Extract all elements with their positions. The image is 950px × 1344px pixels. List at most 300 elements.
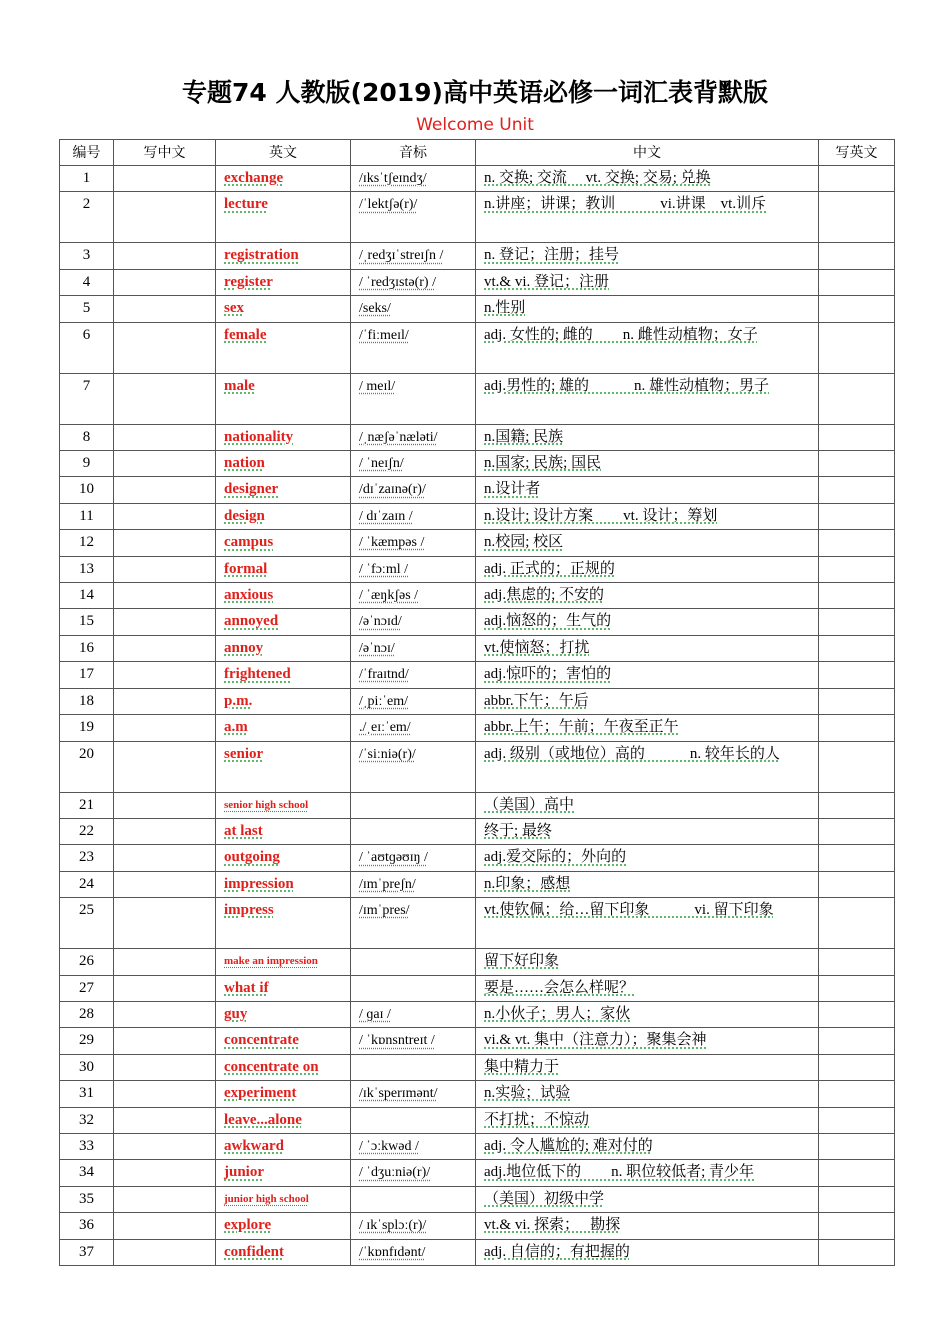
phonetic-text: / ˈaʊtɡəʊɪŋ / xyxy=(359,850,428,866)
table-row xyxy=(60,1001,895,1027)
write-english-cell[interactable] xyxy=(819,192,895,243)
write-english-cell[interactable] xyxy=(819,1081,895,1107)
write-english-cell[interactable] xyxy=(819,1186,895,1212)
chinese-meaning-text: abbr.上午；午前；午夜至正午 xyxy=(484,719,679,736)
write-english-cell[interactable] xyxy=(819,166,895,192)
table-row xyxy=(60,451,895,477)
phonetic-text: / ˈfɔːml / xyxy=(359,561,408,577)
table-row xyxy=(60,1107,895,1133)
chinese-meaning-text: adj.焦虑的; 不安的 xyxy=(484,587,604,604)
phonetic xyxy=(351,1107,476,1133)
write-chinese-cell[interactable] xyxy=(114,1028,216,1054)
chinese-meaning-text: abbr.下午；午后 xyxy=(484,692,589,709)
english-word-text: impress xyxy=(224,902,274,919)
chinese-meaning xyxy=(476,166,819,192)
chinese-meaning xyxy=(476,818,819,844)
write-english-cell[interactable] xyxy=(819,530,895,556)
table-row xyxy=(60,556,895,582)
phonetic-text: /ˈsiːniə(r)/ xyxy=(359,746,416,762)
table-row xyxy=(60,741,895,792)
english-word xyxy=(216,635,351,661)
english-word xyxy=(216,530,351,556)
phonetic xyxy=(351,192,476,243)
chinese-meaning xyxy=(476,949,819,975)
english-word xyxy=(216,609,351,635)
chinese-meaning-text: adj.男性的; 雄的 n. 雄性动植物；男子 xyxy=(484,377,769,394)
chinese-meaning xyxy=(476,688,819,714)
write-english-cell[interactable] xyxy=(819,871,895,897)
row-number: 14 xyxy=(60,583,114,609)
row-number: 32 xyxy=(60,1107,114,1133)
english-word xyxy=(216,503,351,529)
phonetic xyxy=(351,609,476,635)
chinese-meaning-text: n.印象；感想 xyxy=(484,875,571,892)
row-number: 25 xyxy=(60,898,114,949)
english-word xyxy=(216,424,351,450)
row-number: 6 xyxy=(60,322,114,373)
english-word-text: registration xyxy=(224,247,299,264)
english-word-text: senior high school xyxy=(224,798,309,811)
chinese-meaning xyxy=(476,296,819,322)
chinese-meaning-text: adj.爱交际的；外向的 xyxy=(484,849,627,866)
table-row xyxy=(60,373,895,424)
english-word-text: annoy xyxy=(224,639,264,656)
table-row xyxy=(60,1186,895,1212)
row-number: 31 xyxy=(60,1081,114,1107)
english-word-text: confident xyxy=(224,1243,284,1260)
table-row xyxy=(60,688,895,714)
table-row xyxy=(60,1213,895,1239)
write-chinese-cell[interactable] xyxy=(114,424,216,450)
write-chinese-cell[interactable] xyxy=(114,715,216,741)
write-chinese-cell[interactable] xyxy=(114,1107,216,1133)
vocabulary-table xyxy=(59,139,895,1266)
row-number: 5 xyxy=(60,296,114,322)
write-english-cell[interactable] xyxy=(819,949,895,975)
english-word-text: campus xyxy=(224,534,274,551)
english-word-text: junior xyxy=(224,1164,265,1181)
english-word xyxy=(216,373,351,424)
write-english-cell[interactable] xyxy=(819,898,895,949)
chinese-meaning xyxy=(476,583,819,609)
english-word xyxy=(216,477,351,503)
table-row xyxy=(60,1133,895,1159)
table-row xyxy=(60,898,895,949)
row-number: 13 xyxy=(60,556,114,582)
phonetic xyxy=(351,296,476,322)
english-word xyxy=(216,556,351,582)
header-chinese: 中文 xyxy=(476,140,819,166)
chinese-meaning-text: adj. 女性的; 雌的 n. 雌性动植物；女子 xyxy=(484,326,758,343)
english-word xyxy=(216,1081,351,1107)
chinese-meaning-text: n.性别 xyxy=(484,300,526,317)
phonetic-text: /seks/ xyxy=(359,301,391,317)
english-word xyxy=(216,1001,351,1027)
english-word-text: lecture xyxy=(224,196,268,213)
row-number: 27 xyxy=(60,975,114,1001)
write-chinese-cell[interactable] xyxy=(114,688,216,714)
chinese-meaning-text: （美国）高中 xyxy=(484,796,575,813)
english-word-text: design xyxy=(224,507,265,524)
table-row xyxy=(60,243,895,269)
phonetic xyxy=(351,871,476,897)
write-chinese-cell[interactable] xyxy=(114,1133,216,1159)
phonetic xyxy=(351,715,476,741)
chinese-meaning xyxy=(476,530,819,556)
write-chinese-cell[interactable] xyxy=(114,741,216,792)
write-english-cell[interactable] xyxy=(819,556,895,582)
write-english-cell[interactable] xyxy=(819,296,895,322)
phonetic xyxy=(351,1213,476,1239)
write-chinese-cell[interactable] xyxy=(114,949,216,975)
phonetic-text: /ˈfraɪtnd/ xyxy=(359,667,409,683)
write-chinese-cell[interactable] xyxy=(114,871,216,897)
english-word xyxy=(216,688,351,714)
phonetic xyxy=(351,741,476,792)
chinese-meaning xyxy=(476,322,819,373)
table-row xyxy=(60,166,895,192)
chinese-meaning xyxy=(476,373,819,424)
write-english-cell[interactable] xyxy=(819,818,895,844)
row-number: 24 xyxy=(60,871,114,897)
header-english: 英文 xyxy=(216,140,351,166)
chinese-meaning-text: adj. 级别（或地位）高的 n. 较年长的人 xyxy=(484,745,780,762)
phonetic xyxy=(351,975,476,1001)
english-word xyxy=(216,741,351,792)
phonetic-text: / dɪˈzaɪn / xyxy=(359,508,413,524)
write-chinese-cell[interactable] xyxy=(114,269,216,295)
write-english-cell[interactable] xyxy=(819,1239,895,1265)
row-number: 28 xyxy=(60,1001,114,1027)
row-number: 33 xyxy=(60,1133,114,1159)
row-number: 7 xyxy=(60,373,114,424)
write-english-cell[interactable] xyxy=(819,1054,895,1080)
table-row xyxy=(60,635,895,661)
phonetic-text: / ˈneɪʃn/ xyxy=(359,456,404,472)
phonetic-text: /ˌpiːˈem/ xyxy=(359,693,408,709)
english-word xyxy=(216,269,351,295)
chinese-meaning-text: 终于; 最终 xyxy=(484,822,552,839)
write-english-cell[interactable] xyxy=(819,1160,895,1186)
english-word-text: nationality xyxy=(224,428,294,445)
row-number: 4 xyxy=(60,269,114,295)
chinese-meaning-text: n.国家; 民族; 国民 xyxy=(484,455,602,472)
english-word xyxy=(216,871,351,897)
phonetic xyxy=(351,583,476,609)
row-number: 3 xyxy=(60,243,114,269)
row-number: 15 xyxy=(60,609,114,635)
table-row xyxy=(60,1028,895,1054)
phonetic-text: /ɪmˈpreʃn/ xyxy=(359,876,416,892)
phonetic xyxy=(351,1239,476,1265)
chinese-meaning-text: adj. 令人尴尬的; 难对付的 xyxy=(484,1137,653,1154)
write-chinese-cell[interactable] xyxy=(114,1160,216,1186)
write-chinese-cell[interactable] xyxy=(114,845,216,871)
write-chinese-cell[interactable] xyxy=(114,898,216,949)
write-chinese-cell[interactable] xyxy=(114,243,216,269)
english-word xyxy=(216,166,351,192)
table-row xyxy=(60,322,895,373)
write-chinese-cell[interactable] xyxy=(114,503,216,529)
chinese-meaning xyxy=(476,1160,819,1186)
chinese-meaning xyxy=(476,845,819,871)
chinese-meaning xyxy=(476,192,819,243)
write-chinese-cell[interactable] xyxy=(114,530,216,556)
phonetic xyxy=(351,898,476,949)
english-word xyxy=(216,1107,351,1133)
row-number: 10 xyxy=(60,477,114,503)
english-word-text: annoyed xyxy=(224,613,279,630)
english-word-text: guy xyxy=(224,1005,248,1022)
english-word xyxy=(216,451,351,477)
chinese-meaning-text: n.小伙子；男人；家伙 xyxy=(484,1005,631,1022)
phonetic xyxy=(351,424,476,450)
table-row xyxy=(60,871,895,897)
phonetic-text: /ˌredʒɪˈstreɪʃn / xyxy=(359,248,444,264)
english-word-text: leave...alone xyxy=(224,1111,302,1128)
table-row xyxy=(60,662,895,688)
chinese-meaning xyxy=(476,975,819,1001)
write-chinese-cell[interactable] xyxy=(114,166,216,192)
row-number: 17 xyxy=(60,662,114,688)
row-number: 35 xyxy=(60,1186,114,1212)
english-word xyxy=(216,845,351,871)
english-word-text: a.m xyxy=(224,719,248,736)
chinese-meaning-text: vi.& vt. 集中（注意力）；聚集会神 xyxy=(484,1032,707,1049)
row-number: 23 xyxy=(60,845,114,871)
write-english-cell[interactable] xyxy=(819,688,895,714)
write-english-cell[interactable] xyxy=(819,715,895,741)
chinese-meaning xyxy=(476,898,819,949)
write-chinese-cell[interactable] xyxy=(114,451,216,477)
row-number: 18 xyxy=(60,688,114,714)
phonetic xyxy=(351,1186,476,1212)
chinese-meaning xyxy=(476,1028,819,1054)
write-chinese-cell[interactable] xyxy=(114,1054,216,1080)
chinese-meaning xyxy=(476,424,819,450)
chinese-meaning-text: adj.惊吓的；害怕的 xyxy=(484,666,612,683)
phonetic xyxy=(351,1028,476,1054)
write-english-cell[interactable] xyxy=(819,451,895,477)
english-word-text: female xyxy=(224,326,267,343)
write-english-cell[interactable] xyxy=(819,975,895,1001)
table-body xyxy=(60,166,895,1266)
phonetic-text: /ˈfiːmeɪl/ xyxy=(359,327,409,343)
write-english-cell[interactable] xyxy=(819,322,895,373)
english-word-text: junior high school xyxy=(224,1192,309,1205)
table-row xyxy=(60,1239,895,1265)
write-english-cell[interactable] xyxy=(819,635,895,661)
phonetic xyxy=(351,451,476,477)
english-word xyxy=(216,1186,351,1212)
table-row xyxy=(60,192,895,243)
write-chinese-cell[interactable] xyxy=(114,635,216,661)
write-english-cell[interactable] xyxy=(819,1001,895,1027)
english-word xyxy=(216,715,351,741)
english-word xyxy=(216,898,351,949)
chinese-meaning xyxy=(476,1213,819,1239)
header-write-chinese: 写中文 xyxy=(114,140,216,166)
phonetic xyxy=(351,818,476,844)
phonetic-text: /ɪmˈpres/ xyxy=(359,903,410,919)
phonetic-text: /ɪksˈtʃeɪndʒ/ xyxy=(359,171,427,186)
row-number: 8 xyxy=(60,424,114,450)
row-number: 16 xyxy=(60,635,114,661)
chinese-meaning xyxy=(476,451,819,477)
chinese-meaning xyxy=(476,1001,819,1027)
chinese-meaning-text: adj.恼怒的；生气的 xyxy=(484,613,612,630)
write-chinese-cell[interactable] xyxy=(114,1239,216,1265)
write-chinese-cell[interactable] xyxy=(114,583,216,609)
write-chinese-cell[interactable] xyxy=(114,1213,216,1239)
english-word-text: exchange xyxy=(224,170,284,186)
table-row xyxy=(60,1054,895,1080)
chinese-meaning-text: vt.& vi. 探索； 勘探 xyxy=(484,1217,621,1234)
english-word-text: concentrate xyxy=(224,1032,299,1049)
write-chinese-cell[interactable] xyxy=(114,792,216,818)
write-chinese-cell[interactable] xyxy=(114,1001,216,1027)
chinese-meaning xyxy=(476,715,819,741)
write-chinese-cell[interactable] xyxy=(114,609,216,635)
english-word xyxy=(216,949,351,975)
row-number: 30 xyxy=(60,1054,114,1080)
english-word xyxy=(216,1054,351,1080)
english-word-text: senior xyxy=(224,745,264,762)
write-chinese-cell[interactable] xyxy=(114,975,216,1001)
chinese-meaning xyxy=(476,1054,819,1080)
english-word xyxy=(216,792,351,818)
row-number: 9 xyxy=(60,451,114,477)
phonetic xyxy=(351,792,476,818)
phonetic xyxy=(351,373,476,424)
row-number: 37 xyxy=(60,1239,114,1265)
chinese-meaning-text: vt.& vi. 登记；注册 xyxy=(484,273,610,290)
chinese-meaning-text: n.国籍; 民族 xyxy=(484,428,564,445)
english-word-text: awkward xyxy=(224,1137,285,1154)
english-word-text: outgoing xyxy=(224,849,280,866)
english-word xyxy=(216,1160,351,1186)
chinese-meaning-text: n.校园; 校区 xyxy=(484,534,564,551)
write-english-cell[interactable] xyxy=(819,583,895,609)
write-english-cell[interactable] xyxy=(819,477,895,503)
table-row xyxy=(60,296,895,322)
page-title: 专题74 人教版(2019)高中英语必修一词汇表背默版 xyxy=(182,78,768,107)
english-word xyxy=(216,1213,351,1239)
row-number: 34 xyxy=(60,1160,114,1186)
english-word-text: concentrate on xyxy=(224,1058,319,1075)
chinese-meaning-text: 不打扰；不惊动 xyxy=(484,1111,590,1128)
chinese-meaning-text: vt.使钦佩；给…留下印象 vi. 留下印象 xyxy=(484,902,774,919)
write-english-cell[interactable] xyxy=(819,662,895,688)
english-word xyxy=(216,1133,351,1159)
table-row xyxy=(60,477,895,503)
chinese-meaning xyxy=(476,792,819,818)
table-row xyxy=(60,792,895,818)
write-chinese-cell[interactable] xyxy=(114,373,216,424)
write-chinese-cell[interactable] xyxy=(114,296,216,322)
write-chinese-cell[interactable] xyxy=(114,1081,216,1107)
chinese-meaning-text: （美国）初级中学 xyxy=(484,1190,605,1207)
chinese-meaning-text: n. 登记；注册；挂号 xyxy=(484,247,620,264)
write-chinese-cell[interactable] xyxy=(114,556,216,582)
phonetic xyxy=(351,166,476,192)
chinese-meaning xyxy=(476,1107,819,1133)
english-word xyxy=(216,662,351,688)
english-word-text: experiment xyxy=(224,1085,297,1102)
english-word-text: frightened xyxy=(224,666,291,683)
row-number: 20 xyxy=(60,741,114,792)
table-header-row xyxy=(60,140,895,166)
english-word-text: male xyxy=(224,377,255,394)
phonetic xyxy=(351,503,476,529)
english-word xyxy=(216,975,351,1001)
write-english-cell[interactable] xyxy=(819,1107,895,1133)
english-word-text: designer xyxy=(224,481,279,498)
chinese-meaning xyxy=(476,269,819,295)
row-number: 21 xyxy=(60,792,114,818)
chinese-meaning xyxy=(476,871,819,897)
chinese-meaning xyxy=(476,609,819,635)
phonetic-text: / ˈdʒuːniə(r)/ xyxy=(359,1165,431,1181)
phonetic-text: /ˈlektʃə(r)/ xyxy=(359,197,418,213)
write-chinese-cell[interactable] xyxy=(114,1186,216,1212)
chinese-meaning xyxy=(476,1186,819,1212)
chinese-meaning xyxy=(476,556,819,582)
phonetic-text: / ˈkæmpəs / xyxy=(359,535,425,551)
english-word-text: impression xyxy=(224,875,294,892)
write-chinese-cell[interactable] xyxy=(114,192,216,243)
write-english-cell[interactable] xyxy=(819,373,895,424)
english-word-text: formal xyxy=(224,560,268,577)
write-english-cell[interactable] xyxy=(819,243,895,269)
write-english-cell[interactable] xyxy=(819,424,895,450)
write-english-cell[interactable] xyxy=(819,269,895,295)
chinese-meaning-text: adj. 自信的；有把握的 xyxy=(484,1243,630,1260)
english-word xyxy=(216,322,351,373)
write-english-cell[interactable] xyxy=(819,1028,895,1054)
write-chinese-cell[interactable] xyxy=(114,662,216,688)
english-word xyxy=(216,1239,351,1265)
row-number: 36 xyxy=(60,1213,114,1239)
write-chinese-cell[interactable] xyxy=(114,322,216,373)
write-english-cell[interactable] xyxy=(819,792,895,818)
phonetic-text: /ɪkˈsperɪmənt/ xyxy=(359,1086,438,1102)
write-english-cell[interactable] xyxy=(819,845,895,871)
phonetic xyxy=(351,530,476,556)
unit-subtitle: Welcome Unit xyxy=(416,115,534,135)
row-number: 11 xyxy=(60,503,114,529)
table-row xyxy=(60,583,895,609)
english-word-text: nation xyxy=(224,455,265,472)
write-english-cell[interactable] xyxy=(819,1213,895,1239)
table-row xyxy=(60,1081,895,1107)
chinese-meaning-text: n. 交换; 交流 vt. 交换; 交易; 兑换 xyxy=(484,170,711,186)
chinese-meaning-text: 留下好印象 xyxy=(484,953,560,970)
row-number: 12 xyxy=(60,530,114,556)
english-word-text: anxious xyxy=(224,587,274,604)
phonetic-text: / ˈkɒnsntreɪt / xyxy=(359,1033,435,1049)
write-chinese-cell[interactable] xyxy=(114,477,216,503)
english-word-text: make an impression xyxy=(224,955,318,968)
table-row xyxy=(60,845,895,871)
chinese-meaning-text: 要是……会怎么样呢？ xyxy=(484,979,635,996)
table-row xyxy=(60,949,895,975)
write-english-cell[interactable] xyxy=(819,741,895,792)
write-english-cell[interactable] xyxy=(819,503,895,529)
write-chinese-cell[interactable] xyxy=(114,818,216,844)
write-english-cell[interactable] xyxy=(819,609,895,635)
write-english-cell[interactable] xyxy=(819,1133,895,1159)
